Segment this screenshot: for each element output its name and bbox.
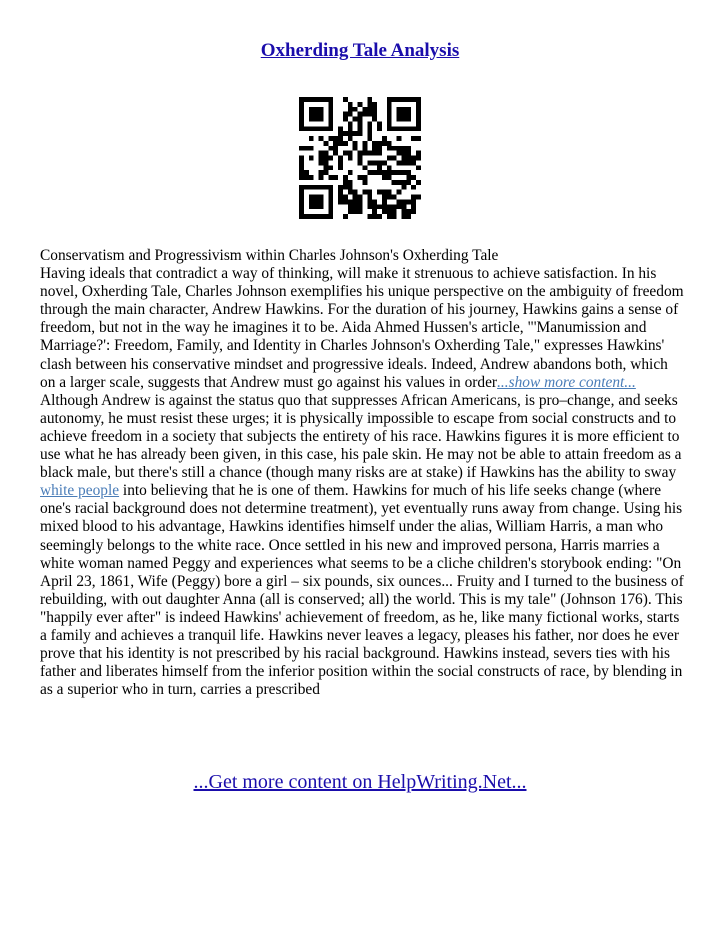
get-more-content-link[interactable]: ...Get more content on HelpWriting.Net... xyxy=(193,771,527,793)
title-link[interactable]: Oxherding Tale Analysis xyxy=(260,40,460,61)
paragraph-2-text-before: Although Andrew is against the status quo that suppresses African Americans, is pro–change, and seeks autonomy, he must resist these urges; it is physically impossible to escape from social constructs and to achieve freedom in a society that subjects the entirety of his race. Hawkins figures it is more efficient to use what he has already been given, in this case, his pale skin. He may not be able to attain freedom as a black male, but there's still a chance (though many risks are at stake) if Hawkins has the ability to sway xyxy=(40,391,682,482)
show-more-link[interactable]: ...show more content... xyxy=(497,373,636,391)
paragraph-1-text: Having ideals that contradict a way of thinking, will make it strenuous to achieve satisfaction. In his novel, Oxherding Tale, Charles Johnson exemplifies his unique perspective on the ambiguity of freedom through the main character, Andrew Hawkins. For the duration of his journey, Hawkins gains a sense of freedom, but not in the way he imagines it to be. Aida Ahmed Hussen's article, "'Manumission and Marriage?': Freedom, Family, and Identity in Charles Johnson's Oxherding Tale," expresses Hawkins' clash between his conservative mindset and progressive ideals. Indeed, Andrew abandons both, which on a larger scale, suggests that Andrew must go against his values in order xyxy=(40,265,684,391)
essay-heading-line: Conservatism and Progressivism within Charles Johnson's Oxherding Tale xyxy=(40,247,499,264)
document-title xyxy=(0,40,720,62)
paragraph-2 xyxy=(40,392,685,700)
essay-body xyxy=(40,247,685,699)
paragraph-1 xyxy=(40,265,685,392)
white-people-link[interactable]: white people xyxy=(40,482,120,500)
paragraph-2-text-after: into believing that he is one of them. Hawkins for much of his life seeks change (where one's racial background does not determine treatment), yet eventually runs away from change. Using his mixed blood to his advantage, Hawkins identifies himself under the alias, William Harris, a man who seemingly belongs to the white race. Once settled in his new and improved persona, Harris marries a white woman named Peggy and experiences what seems to be a cliche children's storybook ending: "On April 23, 1861, Wife (Peggy) bore a girl – six pounds, six ounces... Fruity and I turned to the business of rebuilding, with out daughter Anna (all is conserved; all) the world. This is my tale" (Johnson 176). This "happily ever after" is indeed Hawkins' achievement of freedom, as he, like many fictional works, starts a family and achieves a tranquil life. Hawkins never leaves a legacy, pleases his father, nor does he ever prove that his identity is not prescribed by his racial background. Hawkins instead, severs ties with his father and liberates himself from the inferior position within the social constructs of race, by blending in as a superior who in turn, carries a prescribed xyxy=(40,482,684,699)
footer xyxy=(0,771,720,794)
qr-code-icon xyxy=(299,97,421,219)
